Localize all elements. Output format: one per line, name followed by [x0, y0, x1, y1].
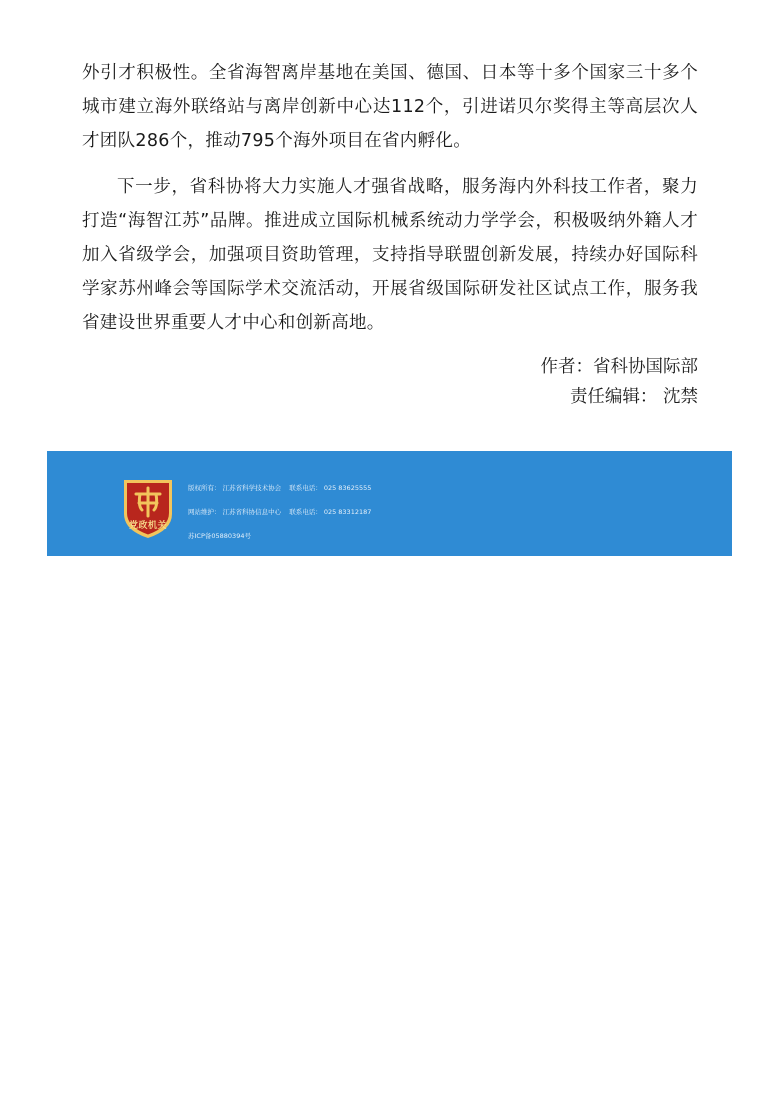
article-signature	[82, 352, 698, 412]
article-paragraph: 外引才积极性。全省海智离岸基地在美国、德国、日本等十多个国家三十多个城市建立海外联络站与离岸创新中心达112个，引进诺贝尔奖得主等高层次人才团队286个，推动795个海外项目在省内孵化。	[82, 63, 698, 151]
icp-record-link[interactable]: 苏ICP备05880394号	[188, 532, 251, 540]
maintain-value: 江苏省科协信息中心	[222, 508, 282, 516]
footer-icp-line[interactable]	[188, 524, 588, 548]
article-body	[82, 56, 698, 412]
editor-line: 责任编辑： 沈禁	[569, 387, 698, 407]
maintain-phone: 025 83312187	[323, 508, 372, 516]
logo-label: 党政机关	[128, 521, 167, 531]
footer-maintain-line	[188, 500, 588, 524]
site-footer	[47, 451, 732, 556]
article-paragraph: 下一步，省科协将大力实施人才强省战略，服务海内外科技工作者，聚力打造“海智江苏”品牌。推进成立国际机械系统动力学学会，积极吸纳外籍人才加入省级学会，加强项目资助管理，支持指导联盟创新发展，持续办好国际科学家苏州峰会等国际学术交流活动，开展省级国际研发社区试点工作，服务我省建设世界重要人才中心和创新高地。	[82, 177, 698, 333]
maintain-phone-label: 联系电话：	[289, 508, 322, 516]
party-government-logo[interactable]	[120, 476, 176, 540]
copyright-value: 江苏省科学技术协会	[222, 484, 282, 492]
footer-copyright-line	[188, 476, 588, 500]
copyright-phone: 025 83625555	[323, 484, 372, 492]
copyright-phone-label: 联系电话：	[289, 484, 322, 492]
copyright-label: 版权所有：	[188, 484, 221, 492]
author-line: 作者：省科协国际部	[540, 357, 698, 377]
footer-info	[188, 476, 588, 548]
maintain-label: 网站维护：	[188, 508, 221, 516]
